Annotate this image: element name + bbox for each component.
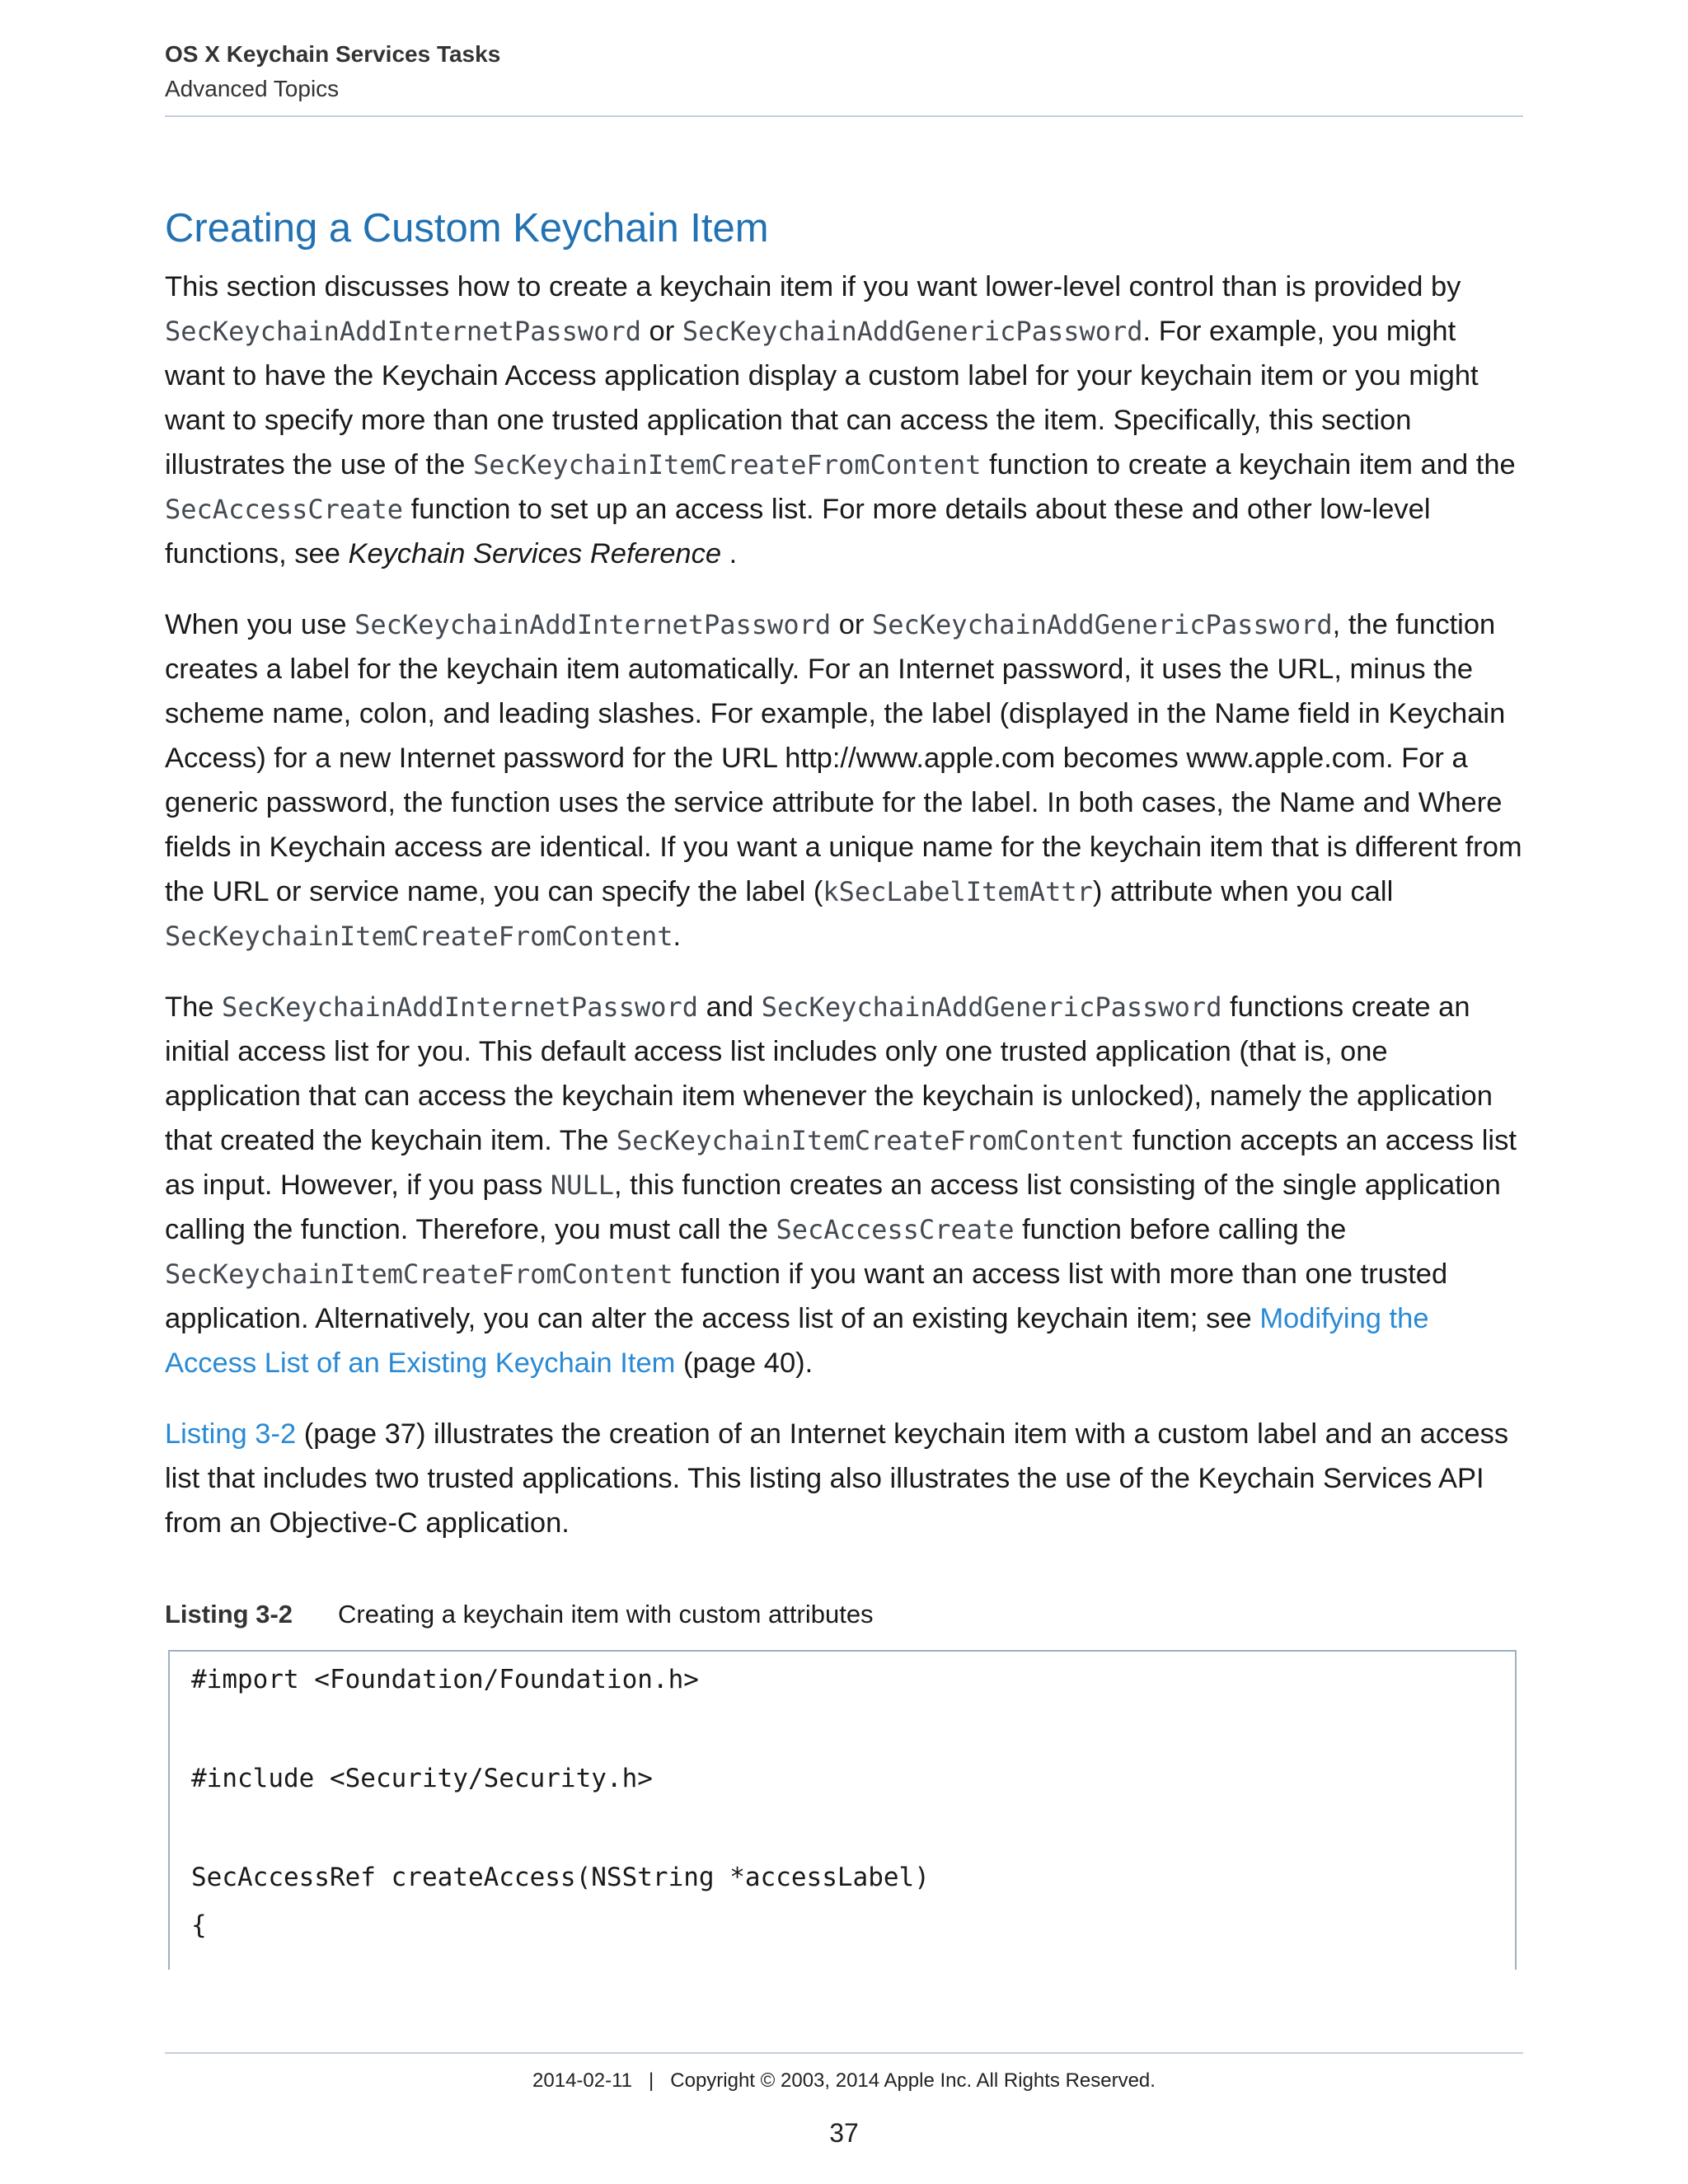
text: . (721, 538, 738, 569)
page-header (165, 38, 1523, 117)
code-line: SecAccessRef createAccess(NSString *accessLabel) (191, 1863, 930, 1892)
text: This section discusses how to create a keychain item if you want lower-level control than is provided by (165, 271, 1461, 302)
code-term: kSecLabelItemAttr (823, 876, 1093, 907)
reference-title: Keychain Services Reference (348, 538, 722, 569)
text: . For example, you might want to have the Keychain Access application display a custom label for your keychain item or you might want to specify more than one trusted application that can access the item. Specifically, this section illustrates the use of the (165, 316, 1479, 480)
text: or (831, 609, 872, 640)
code-listing (168, 1650, 1517, 1970)
text: The (165, 991, 223, 1023)
text: When you use (165, 609, 355, 640)
header-chapter: Advanced Topics (165, 76, 340, 101)
code-term: NULL (550, 1169, 614, 1201)
text: or (640, 316, 682, 347)
code-term: SecKeychainItemCreateFromContent (165, 921, 673, 952)
code-term: SecAccessCreate (776, 1214, 1015, 1245)
paragraph-listing-intro (165, 1412, 1523, 1545)
code-term: SecKeychainAddInternetPassword (165, 316, 641, 347)
text: (page 37) illustrates the creation of an Internet keychain item with a custom label and an access list that includes two trusted applications. This listing also illustrates the use of the Keychain Services API from an Objective-C application. (165, 1418, 1509, 1539)
code-term: SecKeychainAddInternetPassword (354, 609, 832, 640)
listing-label: Listing 3-2 (165, 1600, 293, 1629)
code-term: SecKeychainAddGenericPassword (682, 316, 1143, 347)
text: . (673, 921, 682, 952)
text: ) attribute when you call (1092, 876, 1394, 907)
footer-copyright: 2014-02-11 | Copyright © 2003, 2014 Apple Inc. All Rights Reserved. (532, 2069, 1156, 2092)
text: function before calling the (1014, 1214, 1347, 1245)
code-line: { (191, 1910, 207, 1940)
main-content (165, 202, 1523, 1572)
modifying-access-list-link[interactable]: Modifying the Access List of an Existing Keychain Item (165, 1303, 1429, 1379)
code-line: #include <Security/Security.h> (191, 1764, 653, 1793)
text: function if you want an access list with more than one trusted application. Alternatively, you can alter the access list of an existing keychain item; see (165, 1258, 1448, 1334)
text: and (698, 991, 762, 1023)
paragraph-labels (165, 602, 1523, 958)
listing-caption-text: Creating a keychain item with custom attributes (338, 1600, 874, 1629)
code-term: SecKeychainAddInternetPassword (222, 991, 699, 1023)
text: function accepts an access list as input. However, if you pass (165, 1125, 1517, 1201)
text: function to create a keychain item and the (981, 449, 1516, 480)
text: functions create an initial access list for you. This default access list includes only one trusted application (that is, one application that can access the keychain item whenever the keychain is unlocked), namely the application that created the keychain item. The (165, 991, 1493, 1156)
text: , this function creates an access list consisting of the single application calling the function. Therefore, you must call the (165, 1169, 1501, 1245)
header-doc-title: OS X Keychain Services Tasks (165, 41, 501, 67)
code-term: SecAccessCreate (165, 494, 403, 525)
code-term: SecKeychainAddGenericPassword (871, 609, 1333, 640)
listing-3-2-link[interactable]: Listing 3-2 (165, 1418, 297, 1450)
paragraph-intro (165, 265, 1523, 576)
paragraph-access-list (165, 985, 1523, 1385)
code-term: SecKeychainAddGenericPassword (761, 991, 1222, 1023)
section-title: Creating a Custom Keychain Item (165, 206, 769, 251)
text: (page 40). (675, 1347, 814, 1379)
page-number: 37 (829, 2118, 859, 2148)
code-term: SecKeychainItemCreateFromContent (165, 1258, 673, 1290)
code-line: #import <Foundation/Foundation.h> (191, 1665, 699, 1694)
text: , the function creates a label for the keychain item automatically. For an Internet password, it uses the URL, minus the scheme name, colon, and leading slashes. For example, the label (displayed in the Name field in Keychain Access) for a new Internet password for the URL http://www.apple.com becomes www.apple.com. For a generic password, the function uses the service attribute for the label. In both cases, the Name and Where fields in Keychain access are identical. If you want a unique name for the keychain item that is different from the URL or service name, you can specify the label ( (165, 609, 1522, 907)
listing-caption (165, 1596, 874, 1633)
text: function to set up an access list. For more details about these and other low-level functions, see (165, 494, 1431, 569)
footer-divider (165, 2052, 1523, 2054)
code-term: SecKeychainItemCreateFromContent (616, 1125, 1125, 1156)
code-term: SecKeychainItemCreateFromContent (472, 449, 982, 480)
